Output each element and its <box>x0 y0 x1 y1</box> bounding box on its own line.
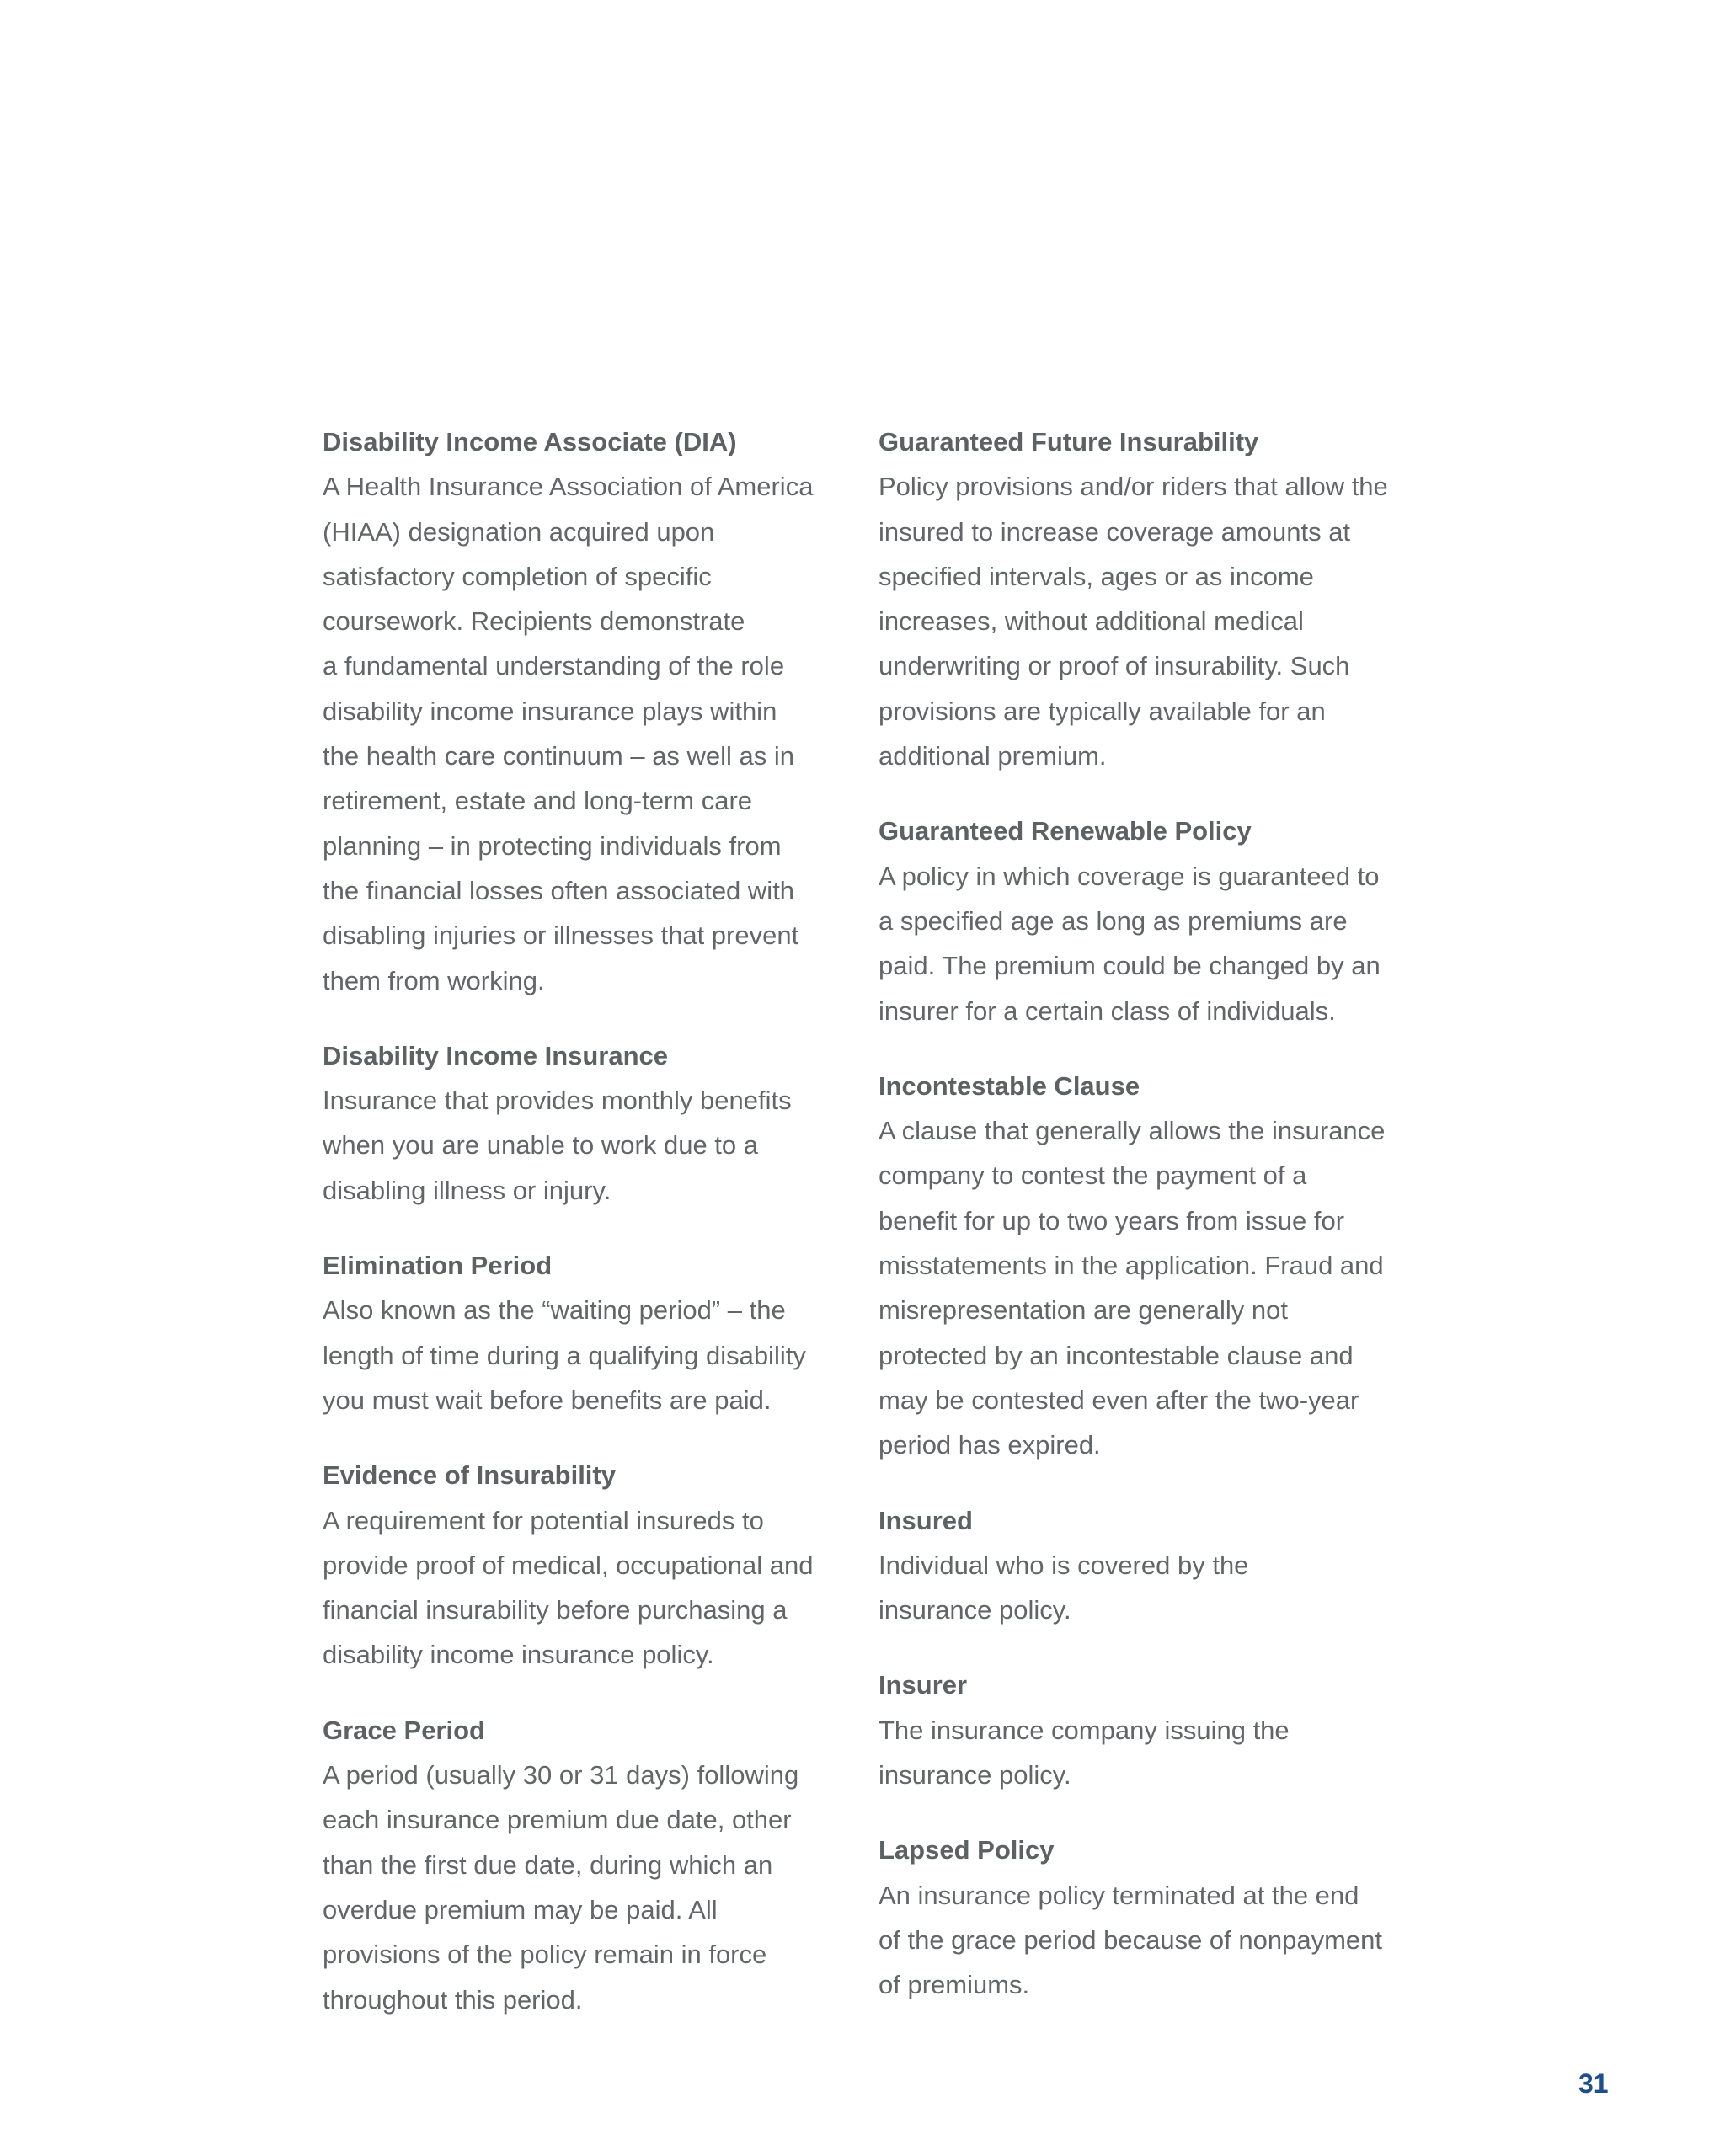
glossary-term: Guaranteed Future Insurability <box>879 427 1259 456</box>
glossary-definition: The insurance company issuing the insurance policy. <box>879 1715 1290 1790</box>
glossary-definition: Also known as the “waiting period” – the length of time during a qualifying disability you must wait before benefits are paid. <box>323 1295 806 1415</box>
glossary-term: Insurer <box>879 1670 968 1700</box>
glossary-entry <box>879 419 1401 778</box>
glossary-left-column <box>323 419 845 2052</box>
glossary-definition: Policy provisions and/or riders that allow the insured to increase coverage amounts at specified intervals, ages or as income increases, without additional medical underwriting or proof of insurability. Such provisions are typically available for an additional premium. <box>879 472 1388 771</box>
glossary-term: Grace Period <box>323 1715 485 1745</box>
glossary-term: Evidence of Insurability <box>323 1460 616 1491</box>
glossary-term: Guaranteed Renewable Policy <box>879 816 1252 846</box>
glossary-right-column <box>879 419 1401 2038</box>
glossary-entry <box>323 1243 845 1422</box>
glossary-definition: An insurance policy terminated at the end of the grace period because of nonpayment of premiums. <box>879 1880 1383 2000</box>
glossary-definition: A Health Insurance Association of America (HIAA) designation acquired upon satisfactory completion of specific coursework. Recipients demonstrate a fundamental understanding of the role disability income insurance plays within the health care continuum – as well as in retirement, estate and long-term care planning – in protecting individuals from the financial losses often associated with disabling injuries or illnesses that prevent them from working. <box>323 472 814 995</box>
glossary-entry <box>879 1064 1401 1468</box>
glossary-term: Insured <box>879 1505 973 1535</box>
glossary-definition: A period (usually 30 or 31 days) following each insurance premium due date, other than the first due date, during which an overdue premium may be paid. All provisions of the policy remain in force throughout this period. <box>323 1760 799 2015</box>
page-number: 31 <box>1578 2068 1609 2099</box>
glossary-definition: A requirement for potential insureds to provide proof of medical, occupational and financial insurability before purchasing a disability income insurance policy. <box>323 1505 814 1670</box>
glossary-term: Disability Income Insurance <box>323 1040 669 1070</box>
glossary-entry <box>879 1828 1401 2007</box>
glossary-term: Disability Income Associate (DIA) <box>323 427 737 456</box>
glossary-entry <box>879 1662 1401 1797</box>
glossary-entry <box>879 808 1401 1033</box>
glossary-entry <box>323 419 845 1003</box>
glossary-definition: A policy in which coverage is guaranteed to a specified age as long as premiums are paid. The premium could be changed by an insurer for a certain class of individuals. <box>879 861 1381 1026</box>
glossary-entry <box>323 1453 845 1677</box>
glossary-entry <box>323 1033 845 1213</box>
glossary-definition: Insurance that provides monthly benefits when you are unable to work due to a disabling illness or injury. <box>323 1086 792 1205</box>
glossary-entry <box>879 1498 1401 1633</box>
glossary-term: Elimination Period <box>323 1251 553 1281</box>
glossary-definition: Individual who is covered by the insurance policy. <box>879 1550 1249 1625</box>
glossary-term: Incontestable Clause <box>879 1070 1140 1101</box>
glossary-term: Lapsed Policy <box>879 1835 1055 1865</box>
glossary-entry <box>323 1708 845 2022</box>
glossary-definition: A clause that generally allows the insurance company to contest the payment of a benefit for up to two years from issue for misstatements in the application. Fraud and misrepresentation are generally not protected by an incontestable clause and may be contested even after the two-year period has expired. <box>879 1116 1386 1460</box>
